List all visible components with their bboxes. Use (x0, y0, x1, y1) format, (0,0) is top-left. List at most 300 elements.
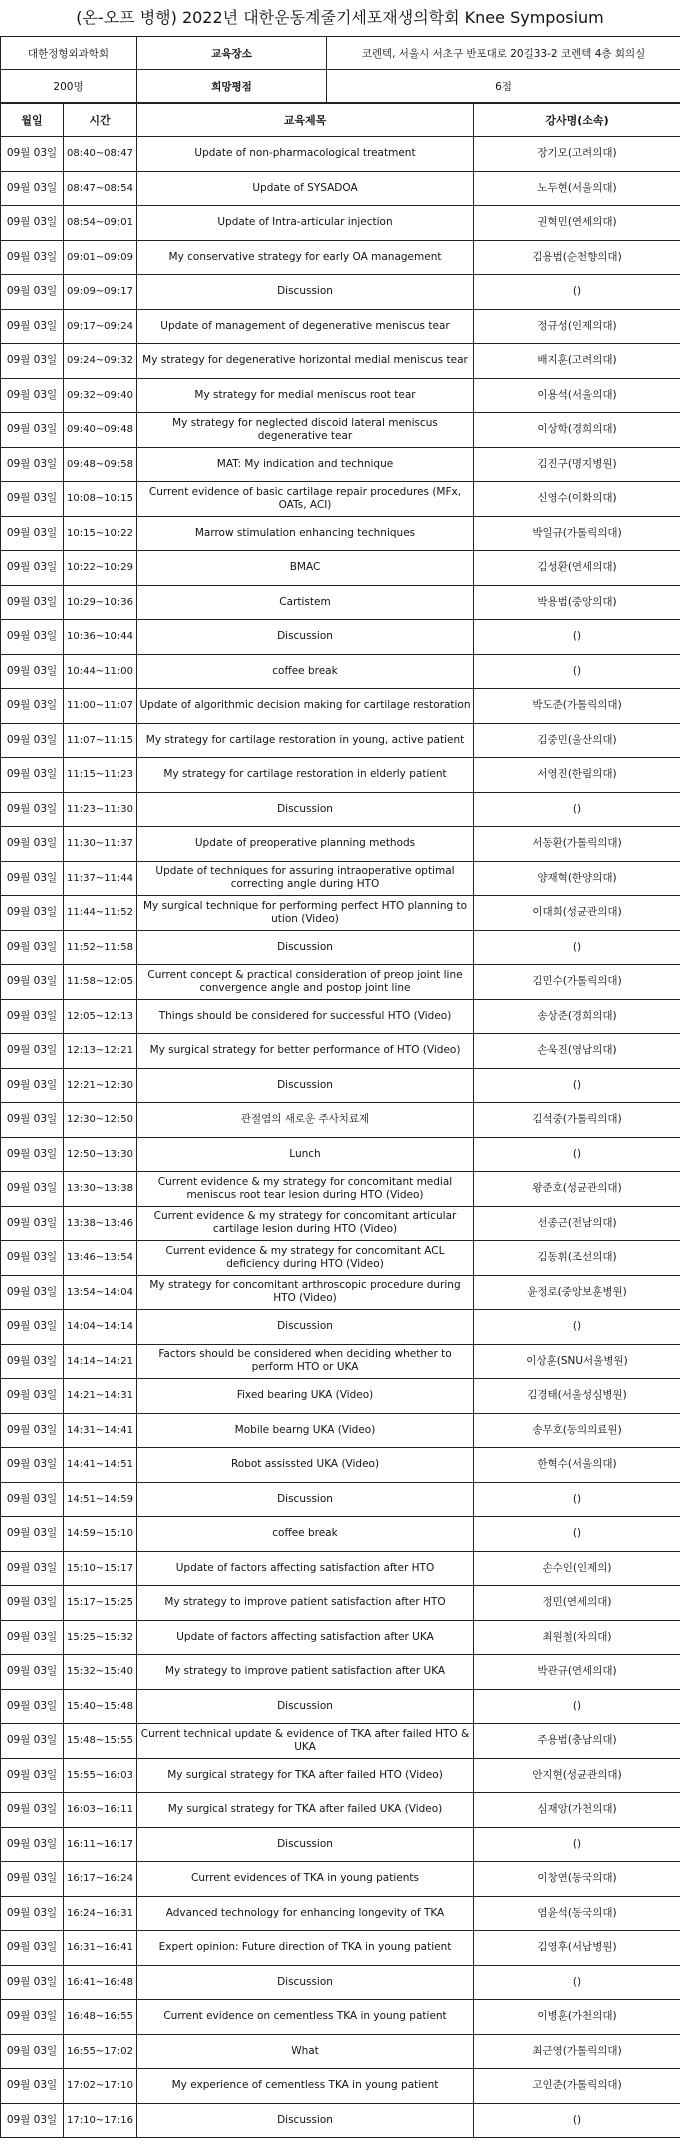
row-date: 09월 03일 (1, 1517, 64, 1552)
row-speaker: () (474, 930, 680, 965)
row-time: 11:00~11:07 (64, 689, 137, 724)
row-topic: Discussion (137, 1482, 474, 1517)
row-date: 09월 03일 (1, 516, 64, 551)
row-speaker: 정민(연세의대) (474, 1586, 680, 1621)
row-time: 11:52~11:58 (64, 930, 137, 965)
row-speaker: 김영후(서남병원) (474, 1931, 680, 1966)
row-topic: Discussion (137, 1965, 474, 2000)
table-row (1, 1758, 680, 1793)
row-topic: 관절염의 새로운 주사치료제 (137, 1103, 474, 1138)
row-date: 09월 03일 (1, 171, 64, 206)
row-topic: coffee break (137, 1517, 474, 1552)
row-topic: MAT: My indication and technique (137, 447, 474, 482)
row-date: 09월 03일 (1, 1379, 64, 1414)
row-speaker: 김용범(순천향의대) (474, 240, 680, 275)
table-row (1, 551, 680, 586)
table-row (1, 723, 680, 758)
header-topic: 교육제목 (137, 104, 474, 137)
row-topic: My strategy to improve patient satisfaction after HTO (137, 1586, 474, 1621)
row-topic: Marrow stimulation enhancing techniques (137, 516, 474, 551)
row-topic: Current concept & practical consideration of preop joint line convergence angle and postop joint line (137, 965, 474, 1000)
row-date: 09월 03일 (1, 792, 64, 827)
row-speaker: 김중민(울산의대) (474, 723, 680, 758)
row-time: 16:48~16:55 (64, 2000, 137, 2035)
row-speaker: 박용범(중앙의대) (474, 585, 680, 620)
row-topic: Discussion (137, 1827, 474, 1862)
row-speaker: 박일규(가톨릭의대) (474, 516, 680, 551)
row-time: 11:44~11:52 (64, 896, 137, 931)
row-time: 08:47~08:54 (64, 171, 137, 206)
table-row (1, 1827, 680, 1862)
row-time: 16:24~16:31 (64, 1896, 137, 1931)
row-speaker: () (474, 275, 680, 310)
table-row (1, 1275, 680, 1310)
table-row (1, 240, 680, 275)
row-topic: Current evidence & my strategy for concomitant medial meniscus root tear lesion during HTO (Video) (137, 1172, 474, 1207)
table-row (1, 620, 680, 655)
row-date: 09월 03일 (1, 1793, 64, 1828)
row-time: 14:41~14:51 (64, 1448, 137, 1483)
row-time: 13:38~13:46 (64, 1206, 137, 1241)
row-speaker: 심재앙(가천의대) (474, 1793, 680, 1828)
row-date: 09월 03일 (1, 1413, 64, 1448)
header-speaker: 강사명(소속) (474, 104, 680, 137)
row-topic: Update of Intra-articular injection (137, 206, 474, 241)
table-row (1, 896, 680, 931)
row-date: 09월 03일 (1, 551, 64, 586)
row-date: 09월 03일 (1, 1034, 64, 1069)
row-date: 09월 03일 (1, 1206, 64, 1241)
row-speaker: 이대희(성균관의대) (474, 896, 680, 931)
row-topic: Update of factors affecting satisfaction after UKA (137, 1620, 474, 1655)
row-speaker: 한혁수(서울의대) (474, 1448, 680, 1483)
row-speaker: 최원철(차의대) (474, 1620, 680, 1655)
row-time: 09:17~09:24 (64, 309, 137, 344)
row-speaker: 권혁민(연세의대) (474, 206, 680, 241)
table-row (1, 309, 680, 344)
row-date: 09월 03일 (1, 965, 64, 1000)
row-speaker: 이상훈(SNU서울병원) (474, 1344, 680, 1379)
row-topic: Current evidences of TKA in young patients (137, 1862, 474, 1897)
row-topic: Current evidence of basic cartilage repair procedures (MFx, OATs, ACI) (137, 482, 474, 517)
row-date: 09월 03일 (1, 1965, 64, 2000)
table-row (1, 1620, 680, 1655)
row-topic: My surgical strategy for TKA after failed HTO (Video) (137, 1758, 474, 1793)
row-date: 09월 03일 (1, 1241, 64, 1276)
table-row (1, 1034, 680, 1069)
row-speaker: 송상준(경희의대) (474, 999, 680, 1034)
row-date: 09월 03일 (1, 309, 64, 344)
row-topic: My strategy to improve patient satisfaction after UKA (137, 1655, 474, 1690)
info-table (0, 36, 680, 103)
row-date: 09월 03일 (1, 206, 64, 241)
table-row (1, 1206, 680, 1241)
table-row (1, 2069, 680, 2104)
row-speaker: 김석중(가톨릭의대) (474, 1103, 680, 1138)
schedule-body (1, 137, 680, 2138)
row-topic: Update of factors affecting satisfaction after HTO (137, 1551, 474, 1586)
header-date: 월일 (1, 104, 64, 137)
table-row (1, 2000, 680, 2035)
row-speaker: 서동환(가톨릭의대) (474, 827, 680, 862)
row-speaker: 박관규(연세의대) (474, 1655, 680, 1690)
row-date: 09월 03일 (1, 1724, 64, 1759)
row-speaker: 이상학(경희의대) (474, 413, 680, 448)
table-row (1, 413, 680, 448)
row-date: 09월 03일 (1, 2103, 64, 2138)
row-speaker: () (474, 620, 680, 655)
row-speaker: 이창연(동국의대) (474, 1862, 680, 1897)
table-row (1, 1793, 680, 1828)
row-time: 12:21~12:30 (64, 1068, 137, 1103)
row-date: 09월 03일 (1, 240, 64, 275)
row-date: 09월 03일 (1, 585, 64, 620)
row-topic: My strategy for neglected discoid lateral meniscus degenerative tear (137, 413, 474, 448)
table-row (1, 171, 680, 206)
row-speaker: 이용석(서울의대) (474, 378, 680, 413)
row-time: 12:13~12:21 (64, 1034, 137, 1069)
row-time: 10:29~10:36 (64, 585, 137, 620)
row-time: 16:03~16:11 (64, 1793, 137, 1828)
table-row (1, 1896, 680, 1931)
row-time: 14:04~14:14 (64, 1310, 137, 1345)
table-row (1, 1241, 680, 1276)
row-time: 17:10~17:16 (64, 2103, 137, 2138)
row-speaker: 이병훈(가천의대) (474, 2000, 680, 2035)
row-date: 09월 03일 (1, 1310, 64, 1345)
row-topic: My strategy for cartilage restoration in young, active patient (137, 723, 474, 758)
table-row (1, 1103, 680, 1138)
row-time: 10:36~10:44 (64, 620, 137, 655)
row-time: 16:11~16:17 (64, 1827, 137, 1862)
table-row (1, 482, 680, 517)
row-time: 12:05~12:13 (64, 999, 137, 1034)
row-topic: My surgical technique for performing perfect HTO planning to ution (Video) (137, 896, 474, 931)
row-topic: Discussion (137, 2103, 474, 2138)
row-topic: Current evidence & my strategy for concomitant ACL deficiency during HTO (Video) (137, 1241, 474, 1276)
row-time: 16:41~16:48 (64, 1965, 137, 2000)
row-speaker: () (474, 1965, 680, 2000)
row-time: 15:48~15:55 (64, 1724, 137, 1759)
row-topic: Mobile bearng UKA (Video) (137, 1413, 474, 1448)
row-topic: Current technical update & evidence of TKA after failed HTO & UKA (137, 1724, 474, 1759)
row-topic: My surgical strategy for better performance of HTO (Video) (137, 1034, 474, 1069)
row-topic: Things should be considered for successful HTO (Video) (137, 999, 474, 1034)
row-topic: Update of non-pharmacological treatment (137, 137, 474, 172)
row-speaker: 주용범(충남의대) (474, 1724, 680, 1759)
row-topic: Update of techniques for assuring intraoperative optimal correcting angle during HTO (137, 861, 474, 896)
row-topic: What (137, 2034, 474, 2069)
table-row (1, 1413, 680, 1448)
row-speaker: 윤정로(중앙보훈병원) (474, 1275, 680, 1310)
row-date: 09월 03일 (1, 723, 64, 758)
row-topic: Update of SYSADOA (137, 171, 474, 206)
row-date: 09월 03일 (1, 827, 64, 862)
row-speaker: 최근영(가톨릭의대) (474, 2034, 680, 2069)
table-row (1, 1172, 680, 1207)
row-time: 12:50~13:30 (64, 1137, 137, 1172)
table-row (1, 1068, 680, 1103)
row-speaker: () (474, 2103, 680, 2138)
row-topic: Discussion (137, 1689, 474, 1724)
organizer: 대한정형외과학회 (1, 37, 137, 70)
table-row (1, 1586, 680, 1621)
row-date: 09월 03일 (1, 1551, 64, 1586)
table-row (1, 1862, 680, 1897)
row-speaker: () (474, 1310, 680, 1345)
row-time: 09:01~09:09 (64, 240, 137, 275)
table-row (1, 447, 680, 482)
table-row (1, 516, 680, 551)
row-time: 14:59~15:10 (64, 1517, 137, 1552)
row-topic: My experience of cementless TKA in young patient (137, 2069, 474, 2104)
row-speaker: 김성환(연세의대) (474, 551, 680, 586)
row-date: 09월 03일 (1, 1931, 64, 1966)
row-topic: Update of preoperative planning methods (137, 827, 474, 862)
row-time: 10:08~10:15 (64, 482, 137, 517)
row-time: 11:07~11:15 (64, 723, 137, 758)
row-time: 09:32~09:40 (64, 378, 137, 413)
row-speaker: 배지훈(고려의대) (474, 344, 680, 379)
row-time: 16:17~16:24 (64, 1862, 137, 1897)
row-date: 09월 03일 (1, 999, 64, 1034)
table-row (1, 758, 680, 793)
row-time: 11:37~11:44 (64, 861, 137, 896)
row-topic: My strategy for cartilage restoration in elderly patient (137, 758, 474, 793)
row-date: 09월 03일 (1, 1172, 64, 1207)
row-time: 10:44~11:00 (64, 654, 137, 689)
row-speaker: 노두현(서울의대) (474, 171, 680, 206)
row-date: 09월 03일 (1, 1586, 64, 1621)
score: 6점 (327, 70, 680, 103)
row-topic: My strategy for medial meniscus root tear (137, 378, 474, 413)
row-speaker: 신영수(이화의대) (474, 482, 680, 517)
row-time: 12:30~12:50 (64, 1103, 137, 1138)
row-time: 11:23~11:30 (64, 792, 137, 827)
row-time: 10:15~10:22 (64, 516, 137, 551)
row-date: 09월 03일 (1, 1068, 64, 1103)
page-title: (온-오프 병행) 2022년 대한운동계줄기세포재생의학회 Knee Symposium (76, 8, 604, 27)
row-topic: Update of algorithmic decision making for cartilage restoration (137, 689, 474, 724)
row-date: 09월 03일 (1, 2069, 64, 2104)
row-topic: Discussion (137, 1068, 474, 1103)
row-date: 09월 03일 (1, 1758, 64, 1793)
row-date: 09월 03일 (1, 2000, 64, 2035)
table-row (1, 1344, 680, 1379)
row-date: 09월 03일 (1, 413, 64, 448)
table-row (1, 861, 680, 896)
row-time: 11:58~12:05 (64, 965, 137, 1000)
row-date: 09월 03일 (1, 1896, 64, 1931)
row-time: 15:55~16:03 (64, 1758, 137, 1793)
row-time: 14:51~14:59 (64, 1482, 137, 1517)
table-row (1, 1448, 680, 1483)
row-date: 09월 03일 (1, 1103, 64, 1138)
row-date: 09월 03일 (1, 689, 64, 724)
row-time: 11:30~11:37 (64, 827, 137, 862)
row-speaker: () (474, 1517, 680, 1552)
table-row (1, 1689, 680, 1724)
info-row-1 (1, 37, 680, 70)
row-speaker: () (474, 792, 680, 827)
table-row (1, 585, 680, 620)
table-row (1, 930, 680, 965)
row-date: 09월 03일 (1, 344, 64, 379)
header-time: 시간 (64, 104, 137, 137)
row-topic: Expert opinion: Future direction of TKA in young patient (137, 1931, 474, 1966)
row-speaker: () (474, 1689, 680, 1724)
row-time: 13:30~13:38 (64, 1172, 137, 1207)
row-speaker: 선종근(전남의대) (474, 1206, 680, 1241)
row-speaker: 서영진(한림의대) (474, 758, 680, 793)
row-speaker: () (474, 1827, 680, 1862)
schedule-header-row (1, 104, 680, 137)
table-row (1, 2103, 680, 2138)
table-row (1, 1965, 680, 2000)
row-time: 08:54~09:01 (64, 206, 137, 241)
row-topic: Discussion (137, 930, 474, 965)
table-row (1, 1724, 680, 1759)
table-row (1, 1482, 680, 1517)
table-row (1, 137, 680, 172)
row-date: 09월 03일 (1, 378, 64, 413)
table-row (1, 792, 680, 827)
row-topic: Current evidence & my strategy for concomitant articular cartilage lesion during HTO (Video) (137, 1206, 474, 1241)
row-speaker: () (474, 1068, 680, 1103)
row-speaker: 안지현(성균관의대) (474, 1758, 680, 1793)
schedule-table (0, 103, 680, 2138)
row-speaker: 김경태(서울성심병원) (474, 1379, 680, 1414)
row-topic: Discussion (137, 792, 474, 827)
row-date: 09월 03일 (1, 1482, 64, 1517)
row-date: 09월 03일 (1, 1620, 64, 1655)
row-speaker: 김진구(명지병원) (474, 447, 680, 482)
row-topic: Advanced technology for enhancing longevity of TKA (137, 1896, 474, 1931)
row-date: 09월 03일 (1, 654, 64, 689)
table-row (1, 965, 680, 1000)
row-speaker: () (474, 654, 680, 689)
row-date: 09월 03일 (1, 1862, 64, 1897)
row-time: 08:40~08:47 (64, 137, 137, 172)
row-speaker: 정규성(인제의대) (474, 309, 680, 344)
row-time: 09:40~09:48 (64, 413, 137, 448)
table-row (1, 1379, 680, 1414)
row-speaker: 염윤석(동국의대) (474, 1896, 680, 1931)
row-topic: My conservative strategy for early OA management (137, 240, 474, 275)
venue-label: 교육장소 (137, 37, 327, 70)
row-topic: Lunch (137, 1137, 474, 1172)
row-topic: Fixed bearing UKA (Video) (137, 1379, 474, 1414)
row-topic: Discussion (137, 620, 474, 655)
row-speaker: 손수인(인제의) (474, 1551, 680, 1586)
row-date: 09월 03일 (1, 861, 64, 896)
table-row (1, 1517, 680, 1552)
row-speaker: 고인준(가톨릭의대) (474, 2069, 680, 2104)
row-topic: coffee break (137, 654, 474, 689)
row-date: 09월 03일 (1, 1655, 64, 1690)
table-row (1, 999, 680, 1034)
table-row (1, 344, 680, 379)
row-time: 14:21~14:31 (64, 1379, 137, 1414)
row-time: 15:40~15:48 (64, 1689, 137, 1724)
row-date: 09월 03일 (1, 1448, 64, 1483)
row-topic: Discussion (137, 275, 474, 310)
row-date: 09월 03일 (1, 482, 64, 517)
row-date: 09월 03일 (1, 930, 64, 965)
row-time: 15:25~15:32 (64, 1620, 137, 1655)
row-time: 14:14~14:21 (64, 1344, 137, 1379)
table-row (1, 1551, 680, 1586)
row-time: 13:46~13:54 (64, 1241, 137, 1276)
row-time: 15:32~15:40 (64, 1655, 137, 1690)
row-date: 09월 03일 (1, 758, 64, 793)
table-row (1, 1310, 680, 1345)
row-speaker: 김동휘(조선의대) (474, 1241, 680, 1276)
row-date: 09월 03일 (1, 1137, 64, 1172)
row-time: 13:54~14:04 (64, 1275, 137, 1310)
row-speaker: () (474, 1137, 680, 1172)
row-topic: Robot assissted UKA (Video) (137, 1448, 474, 1483)
row-time: 14:31~14:41 (64, 1413, 137, 1448)
table-row (1, 2034, 680, 2069)
row-time: 16:55~17:02 (64, 2034, 137, 2069)
table-row (1, 1931, 680, 1966)
row-date: 09월 03일 (1, 896, 64, 931)
row-date: 09월 03일 (1, 447, 64, 482)
table-row (1, 827, 680, 862)
row-date: 09월 03일 (1, 2034, 64, 2069)
table-row (1, 689, 680, 724)
table-row (1, 654, 680, 689)
row-topic: My strategy for degenerative horizontal medial meniscus tear (137, 344, 474, 379)
row-topic: BMAC (137, 551, 474, 586)
info-row-2 (1, 70, 680, 103)
row-time: 15:17~15:25 (64, 1586, 137, 1621)
row-speaker: 박도준(가톨릭의대) (474, 689, 680, 724)
row-speaker: 왕준호(성균관의대) (474, 1172, 680, 1207)
row-time: 09:48~09:58 (64, 447, 137, 482)
row-date: 09월 03일 (1, 1344, 64, 1379)
row-speaker: 송무호(동의의료원) (474, 1413, 680, 1448)
row-time: 15:10~15:17 (64, 1551, 137, 1586)
table-row (1, 1655, 680, 1690)
row-time: 09:09~09:17 (64, 275, 137, 310)
row-topic: Update of management of degenerative meniscus tear (137, 309, 474, 344)
row-time: 09:24~09:32 (64, 344, 137, 379)
table-row (1, 1137, 680, 1172)
row-speaker: 김민수(가톨릭의대) (474, 965, 680, 1000)
row-topic: Current evidence on cementless TKA in young patient (137, 2000, 474, 2035)
row-topic: Factors should be considered when deciding whether to perform HTO or UKA (137, 1344, 474, 1379)
row-date: 09월 03일 (1, 1275, 64, 1310)
row-date: 09월 03일 (1, 1689, 64, 1724)
row-time: 16:31~16:41 (64, 1931, 137, 1966)
row-speaker: 양재혁(한양의대) (474, 861, 680, 896)
row-topic: Discussion (137, 1310, 474, 1345)
row-time: 17:02~17:10 (64, 2069, 137, 2104)
capacity: 200명 (1, 70, 137, 103)
row-date: 09월 03일 (1, 275, 64, 310)
row-speaker: () (474, 1482, 680, 1517)
table-row (1, 378, 680, 413)
row-speaker: 장기모(고려의대) (474, 137, 680, 172)
score-label: 희망평점 (137, 70, 327, 103)
row-date: 09월 03일 (1, 1827, 64, 1862)
table-row (1, 275, 680, 310)
venue: 코렌텍, 서울시 서초구 반포대로 20길33-2 코렌텍 4층 회의실 (327, 37, 680, 70)
row-date: 09월 03일 (1, 620, 64, 655)
row-topic: My surgical strategy for TKA after failed UKA (Video) (137, 1793, 474, 1828)
